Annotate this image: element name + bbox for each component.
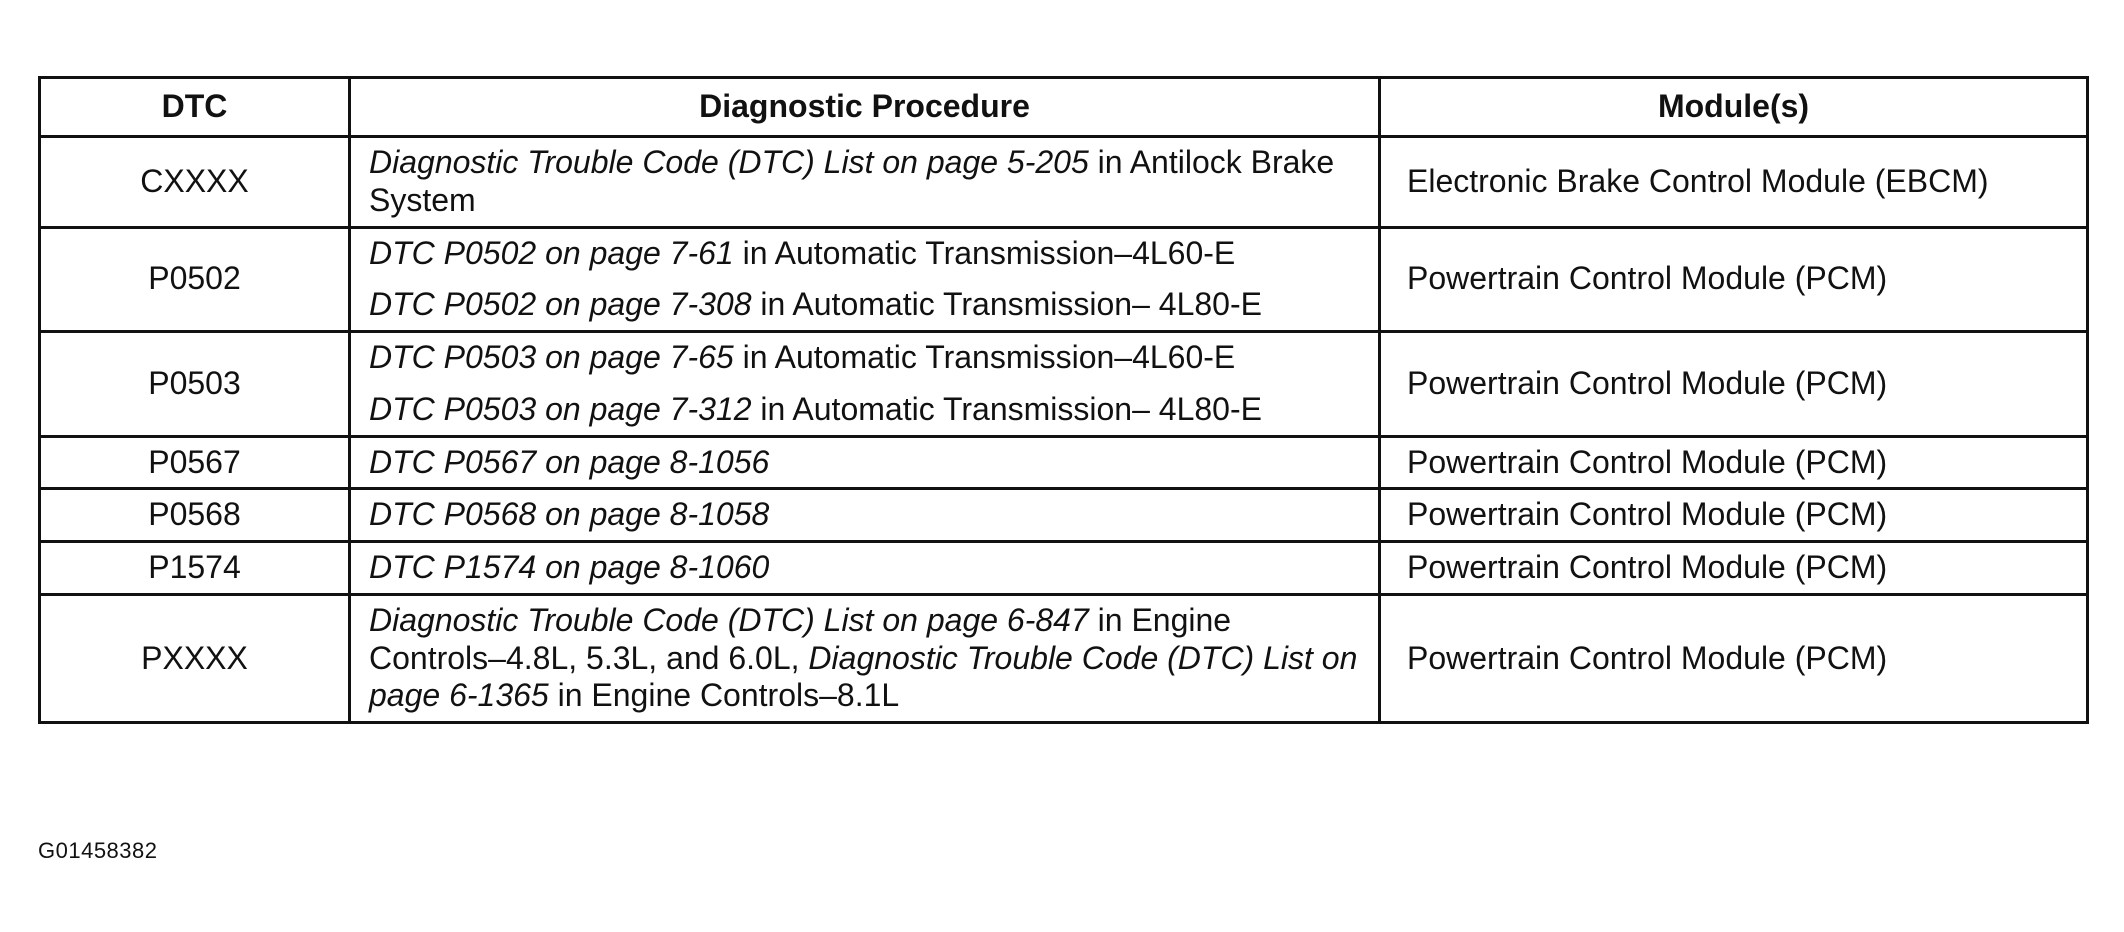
table-row <box>40 227 2088 332</box>
procedure-line <box>369 444 1360 482</box>
table-row <box>40 137 2088 228</box>
module-name: Powertrain Control Module (PCM) <box>1380 332 2088 437</box>
procedure-text: in Engine Controls–4.8L, 5.3L, and 6.0L, <box>369 601 1232 676</box>
procedure-text: in Automatic Transmission– 4L80-E <box>751 286 1262 323</box>
procedure-text: in Automatic Transmission–4L60-E <box>733 234 1236 271</box>
diagnostic-procedure <box>350 332 1380 437</box>
diagnostic-procedure <box>350 227 1380 332</box>
procedure-line <box>369 339 1360 377</box>
dtc-code: P0568 <box>40 489 350 542</box>
procedure-reference: Diagnostic Trouble Code (DTC) List on page 6-1365 <box>369 639 1358 714</box>
dtc-table <box>38 76 2089 724</box>
procedure-reference: Diagnostic Trouble Code (DTC) List on page 5-205 <box>369 144 1089 180</box>
module-name: Powertrain Control Module (PCM) <box>1380 489 2088 542</box>
procedure-text: in Engine Controls–8.1L <box>548 677 900 714</box>
procedure-reference: DTC P0568 on page 8-1058 <box>369 496 770 533</box>
procedure-reference: DTC P0502 on page 7-308 <box>369 286 752 323</box>
procedure-reference: DTC P0567 on page 8-1056 <box>369 443 770 480</box>
dtc-code: PXXXX <box>40 594 350 722</box>
procedure-text: in Automatic Transmission– 4L80-E <box>751 390 1262 427</box>
table-body <box>40 137 2088 723</box>
procedure-reference: DTC P0503 on page 7-312 <box>369 390 752 427</box>
procedure-line <box>369 391 1360 429</box>
procedure-line <box>369 286 1360 324</box>
diagnostic-procedure <box>350 594 1380 722</box>
diagnostic-procedure <box>350 436 1380 489</box>
dtc-code: P0503 <box>40 332 350 437</box>
procedure-reference: DTC P0503 on page 7-65 <box>369 339 734 375</box>
dtc-code: P1574 <box>40 542 350 595</box>
module-name: Powertrain Control Module (PCM) <box>1380 227 2088 332</box>
figure-id: G01458382 <box>38 838 158 863</box>
diagnostic-procedure <box>350 137 1380 228</box>
procedure-line <box>369 144 1360 220</box>
table-row <box>40 436 2088 489</box>
header-modules: Module(s) <box>1380 78 2088 137</box>
dtc-code: CXXXX <box>40 137 350 228</box>
table-row <box>40 489 2088 542</box>
header-procedure: Diagnostic Procedure <box>350 78 1380 137</box>
header-row <box>40 78 2088 137</box>
procedure-line <box>369 496 1360 534</box>
procedure-reference: DTC P1574 on page 8-1060 <box>369 549 770 585</box>
table-row <box>40 594 2088 722</box>
procedure-line <box>369 549 1360 587</box>
procedure-line <box>369 602 1360 715</box>
procedure-text: in Automatic Transmission–4L60-E <box>733 339 1236 375</box>
module-name: Powertrain Control Module (PCM) <box>1380 436 2088 489</box>
dtc-code: P0502 <box>40 227 350 332</box>
table-row <box>40 332 2088 437</box>
dtc-code: P0567 <box>40 436 350 489</box>
header-dtc: DTC <box>40 78 350 137</box>
procedure-line <box>369 235 1360 273</box>
procedure-reference: Diagnostic Trouble Code (DTC) List on page 6-847 <box>369 601 1089 638</box>
procedure-text: in Antilock Brake System <box>369 144 1335 218</box>
module-name: Powertrain Control Module (PCM) <box>1380 542 2088 595</box>
table-row <box>40 542 2088 595</box>
module-name: Powertrain Control Module (PCM) <box>1380 594 2088 722</box>
diagnostic-procedure <box>350 489 1380 542</box>
module-name: Electronic Brake Control Module (EBCM) <box>1380 137 2088 228</box>
procedure-reference: DTC P0502 on page 7-61 <box>369 234 734 271</box>
diagnostic-procedure <box>350 542 1380 595</box>
